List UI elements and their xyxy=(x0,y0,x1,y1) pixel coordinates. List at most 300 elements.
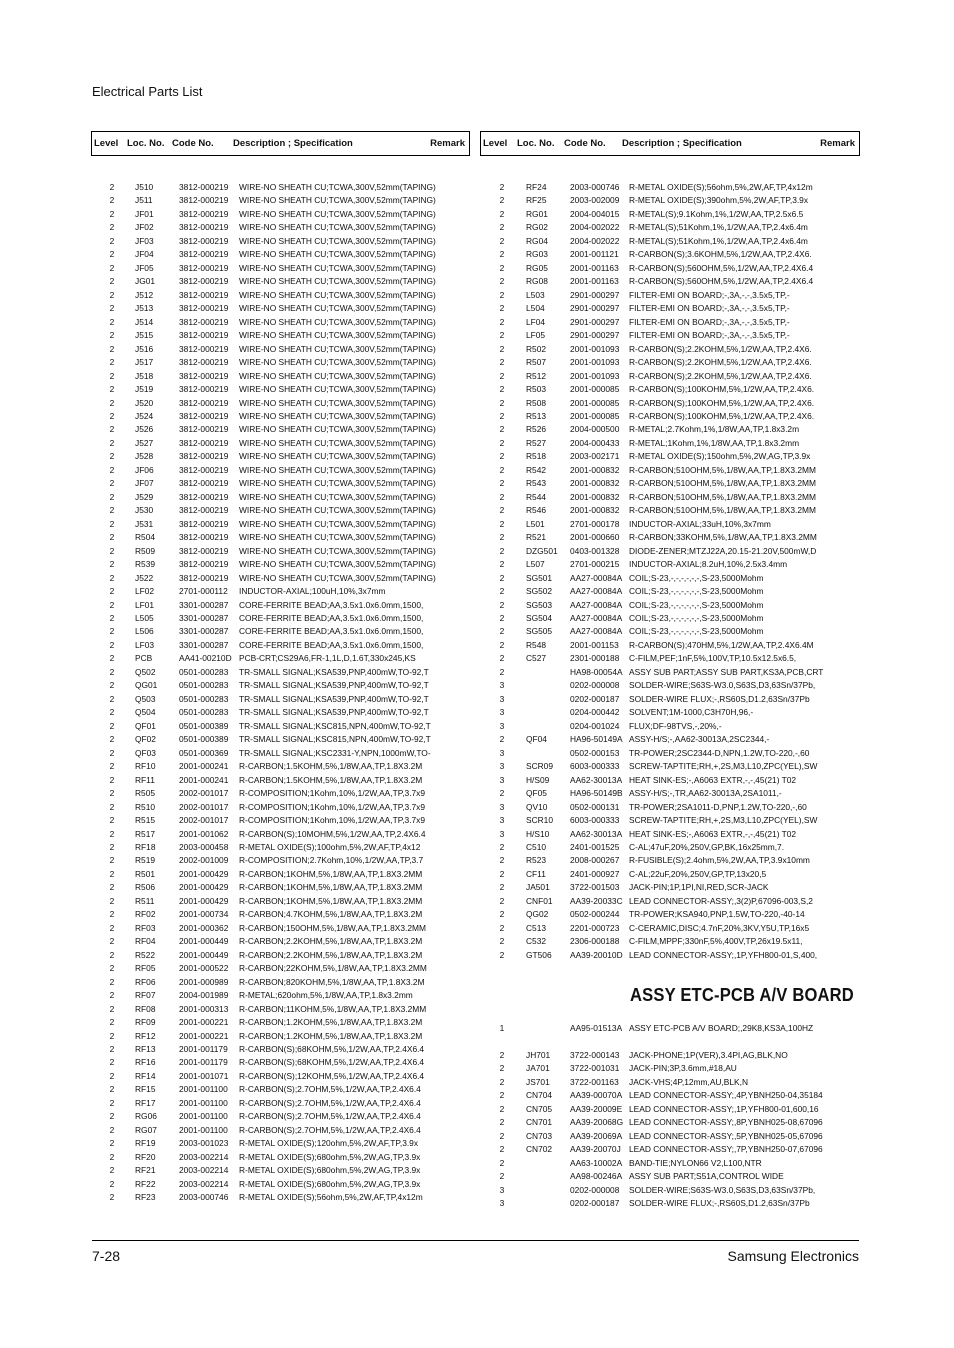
table-row xyxy=(91,881,470,894)
row-level: 2 xyxy=(499,734,505,745)
row-code-no: 3812-000219 xyxy=(179,437,229,448)
table-row xyxy=(91,935,470,948)
row-code-no: 2001-000832 xyxy=(570,491,620,502)
row-description: R-CARBON(S);2.7OHM,5%,1/2W,AA,TP,2.4X6.4 xyxy=(239,1097,421,1108)
row-loc-no: QG02 xyxy=(526,909,549,920)
row-loc-no: RG06 xyxy=(135,1111,157,1122)
table-row xyxy=(91,814,470,827)
row-level: 2 xyxy=(499,1144,505,1155)
row-loc-no: CN702 xyxy=(526,1144,553,1155)
row-code-no: 2901-000297 xyxy=(570,303,620,314)
row-code-no: 3812-000219 xyxy=(179,424,229,435)
row-code-no: 2001-001062 xyxy=(179,828,229,839)
row-loc-no: RF24 xyxy=(526,182,547,192)
page-number: 7-28 xyxy=(92,1248,121,1264)
row-level: 3 xyxy=(499,761,505,772)
row-loc-no: RF05 xyxy=(135,963,156,974)
table-row xyxy=(91,1151,470,1164)
table-row xyxy=(480,356,860,369)
row-loc-no: J518 xyxy=(135,370,154,381)
row-level: 2 xyxy=(499,1076,505,1087)
row-description: C-FILM,PEF;1nF,5%,100V,TP,10.5x12.5x6.5, xyxy=(629,653,797,664)
row-loc-no: CN703 xyxy=(526,1130,553,1141)
row-level: 2 xyxy=(109,437,115,448)
row-description: INDUCTOR-AXIAL;33uH,10%,3x7mm xyxy=(629,518,771,529)
table-row xyxy=(91,1083,470,1096)
row-level: 2 xyxy=(109,868,115,879)
row-description: R-CARBON(S);560OHM,5%,1/2W,AA,TP,2.4X6.4 xyxy=(629,276,814,287)
row-code-no: AA39-20033C xyxy=(570,895,623,906)
row-code-no: 2201-000723 xyxy=(570,922,620,933)
header-loc: Loc. No. xyxy=(127,138,165,149)
row-description: LEAD CONNECTOR-ASSY;,4P,YBNH250-04,35184 xyxy=(629,1090,823,1101)
row-loc-no: L504 xyxy=(526,303,545,314)
row-loc-no: LF01 xyxy=(135,599,155,610)
row-code-no: 2003-002214 xyxy=(179,1151,229,1162)
table-row xyxy=(91,356,470,369)
row-level: 2 xyxy=(499,613,505,623)
row-loc-no: R504 xyxy=(135,532,156,543)
row-code-no: AA27-00084A xyxy=(570,572,623,583)
row-level: 2 xyxy=(109,990,115,1001)
row-description: FILTER-EMI ON BOARD;-,3A,-,-,3.5x5,TP,- xyxy=(629,303,790,314)
row-loc-no: RF18 xyxy=(135,841,156,852)
table-row xyxy=(480,1143,860,1156)
table-row xyxy=(480,1089,860,1102)
row-code-no: AA95-01513A xyxy=(570,1023,623,1033)
table-row xyxy=(91,895,470,908)
row-description: COIL;S-23,-,-,-,-,-,-,S-23,5000Mohm xyxy=(629,626,764,637)
table-row xyxy=(480,814,860,827)
row-description: FILTER-EMI ON BOARD;-,3A,-,-,3.5x5,TP,- xyxy=(629,289,790,300)
row-description: R-CARBON(S);2.7OHM,5%,1/2W,AA,TP,2.4X6.4 xyxy=(239,1084,421,1095)
row-level: 2 xyxy=(109,855,115,866)
row-level: 1 xyxy=(499,1023,505,1033)
row-description: SOLDER-WIRE FLUX;-,RS60S,D1.2,63Sn/37Pb xyxy=(629,1198,810,1209)
row-description: R-CARBON;2.2KOHM,5%,1/8W,AA,TP,1.8X3.2M xyxy=(239,936,423,947)
table-row xyxy=(91,949,470,962)
row-level: 2 xyxy=(109,734,115,745)
row-description: R-CARBON(S);100KOHM,5%,1/2W,AA,TP,2.4X6. xyxy=(629,384,815,395)
row-code-no: 6003-000333 xyxy=(570,761,620,772)
row-code-no: 2401-000927 xyxy=(570,868,620,879)
row-loc-no: R518 xyxy=(526,451,547,462)
row-level: 2 xyxy=(499,895,505,906)
row-code-no: 2001-001179 xyxy=(179,1057,228,1068)
row-level: 2 xyxy=(499,586,505,597)
row-level: 2 xyxy=(499,303,505,314)
row-level: 2 xyxy=(109,545,115,556)
row-code-no: 0501-000389 xyxy=(179,720,229,731)
table-row xyxy=(480,531,860,544)
row-level: 2 xyxy=(109,1151,115,1162)
row-code-no: 3812-000219 xyxy=(179,505,229,516)
row-description: WIRE-NO SHEATH CU;TCWA,300V,52mm(TAPING) xyxy=(239,276,436,287)
row-description: LEAD CONNECTOR-ASSY;,1P,YFH800-01,S,400, xyxy=(629,949,818,960)
row-description: R-COMPOSITION;1Kohm,10%,1/2W,AA,TP,3.7x9 xyxy=(239,815,426,826)
row-description: R-FUSIBLE(S);2.4ohm,5%,2W,AA,TP,3.9x10mm xyxy=(629,855,810,866)
table-row xyxy=(480,1157,860,1170)
row-level: 3 xyxy=(499,828,505,839)
table-row xyxy=(480,558,860,571)
table-row xyxy=(480,450,860,463)
row-description: SOLDER-WIRE;S63S-W3.0,S63S,D3,63Sn/37Pb, xyxy=(629,1184,816,1195)
row-level: 2 xyxy=(109,249,115,260)
row-code-no: 2001-000832 xyxy=(570,464,620,475)
row-loc-no: RF22 xyxy=(135,1178,156,1189)
row-loc-no: L501 xyxy=(526,518,545,529)
row-level: 3 xyxy=(499,815,505,826)
row-code-no: 2001-000522 xyxy=(179,963,229,974)
table-row xyxy=(91,450,470,463)
row-code-no: 2001-001100 xyxy=(179,1097,228,1108)
row-code-no: 3812-000219 xyxy=(179,208,229,219)
row-description: R-CARBON;4.7KOHM,5%,1/8W,AA,TP,1.8X3.2M xyxy=(239,909,423,920)
row-loc-no: R508 xyxy=(526,397,547,408)
row-code-no: 3301-000287 xyxy=(179,599,229,610)
table-row xyxy=(480,733,860,746)
table-row xyxy=(480,181,860,194)
row-loc-no: SG502 xyxy=(526,586,553,597)
row-code-no: 2003-002214 xyxy=(179,1165,229,1176)
row-description: C-AL;22uF,20%,250V,GP,TP,13x20,5 xyxy=(629,868,767,879)
row-description: R-METAL OXIDE(S);680ohm,5%,2W,AG,TP,3.9x xyxy=(239,1165,421,1176)
table-row xyxy=(480,841,860,854)
row-description: WIRE-NO SHEATH CU;TCWA,300V,52mm(TAPING) xyxy=(239,235,436,246)
row-description: R-CARBON(S);560OHM,5%,1/2W,AA,TP,2.4X6.4 xyxy=(629,262,814,273)
table-row xyxy=(480,801,860,814)
row-loc-no: GT506 xyxy=(526,949,552,960)
row-level: 2 xyxy=(499,1103,505,1114)
row-code-no: 2001-001163 xyxy=(570,262,619,273)
row-loc-no: J526 xyxy=(135,424,154,435)
table-row xyxy=(480,572,860,585)
row-loc-no: CF11 xyxy=(526,868,546,879)
table-row xyxy=(480,747,860,760)
row-loc-no: QF03 xyxy=(135,747,156,758)
row-level: 2 xyxy=(109,505,115,516)
row-description: R-CARBON;510OHM,5%,1/8W,AA,TP,1.8X3.2MM xyxy=(629,505,816,516)
row-description: JACK-PIN;3P,3.6mm,#18,AU xyxy=(629,1063,737,1074)
table-row xyxy=(480,949,860,962)
table-row xyxy=(480,599,860,612)
table-row xyxy=(480,935,860,948)
table-row xyxy=(91,1043,470,1056)
row-description: C-FILM,MPPF;330nF,5%,400V,TP,26x19.5x11, xyxy=(629,936,803,947)
row-code-no: 3812-000219 xyxy=(179,410,229,421)
row-level: 2 xyxy=(499,235,505,246)
table-row xyxy=(480,1184,860,1197)
row-loc-no: RF25 xyxy=(526,195,547,206)
row-code-no: 3301-000287 xyxy=(179,613,229,623)
row-level: 2 xyxy=(499,788,505,799)
row-description: SOLDER-WIRE FLUX;-,RS60S,D1.2,63Sn/37Pb xyxy=(629,693,810,704)
row-level: 2 xyxy=(109,330,115,341)
row-code-no: 3812-000219 xyxy=(179,330,229,341)
row-loc-no: JA501 xyxy=(526,882,550,893)
row-level: 2 xyxy=(499,1130,505,1141)
row-level: 2 xyxy=(499,1171,505,1182)
row-loc-no: R506 xyxy=(135,882,156,893)
table-row xyxy=(91,908,470,921)
row-code-no: 3722-001031 xyxy=(570,1063,620,1074)
row-loc-no: SG505 xyxy=(526,626,553,637)
row-description: COIL;S-23,-,-,-,-,-,-,S-23,5000Mohm xyxy=(629,586,764,597)
row-level: 2 xyxy=(109,410,115,421)
row-code-no: 3812-000219 xyxy=(179,491,229,502)
table-row xyxy=(480,545,860,558)
table-row xyxy=(91,343,470,356)
row-code-no: 2003-002009 xyxy=(570,195,620,206)
row-code-no: 0501-000283 xyxy=(179,707,229,718)
row-level: 2 xyxy=(109,235,115,246)
row-level: 2 xyxy=(109,1124,115,1135)
table-row xyxy=(91,787,470,800)
table-row xyxy=(91,558,470,571)
row-code-no: 3812-000219 xyxy=(179,262,229,273)
table-row xyxy=(480,854,860,867)
row-loc-no: C513 xyxy=(526,922,547,933)
table-row xyxy=(480,221,860,234)
row-description: R-COMPOSITION;1Kohm,10%,1/2W,AA,TP,3.7x9 xyxy=(239,788,426,799)
row-level: 2 xyxy=(499,1090,505,1101)
left-column-header xyxy=(91,131,470,156)
table-row xyxy=(91,383,470,396)
table-row xyxy=(91,666,470,679)
row-description: R-CARBON(S);68KOHM,5%,1/2W,AA,TP,2.4X6.4 xyxy=(239,1044,425,1054)
row-loc-no: J520 xyxy=(135,397,154,408)
table-row xyxy=(91,477,470,490)
row-level: 2 xyxy=(499,1050,505,1060)
row-level: 3 xyxy=(499,1198,505,1209)
row-description: R-CARBON;22KOHM,5%,1/8W,AA,TP,1.8X3.2MM xyxy=(239,963,427,974)
row-code-no: 3812-000219 xyxy=(179,451,229,462)
table-row xyxy=(91,720,470,733)
row-code-no: 0502-000244 xyxy=(570,909,620,920)
row-loc-no: R519 xyxy=(135,855,156,866)
table-row xyxy=(480,208,860,221)
row-code-no: HA96-50149B xyxy=(570,788,623,799)
row-loc-no: J515 xyxy=(135,330,154,341)
row-code-no: 3812-000219 xyxy=(179,316,229,327)
row-code-no: AA27-00084A xyxy=(570,613,623,623)
row-loc-no: SG504 xyxy=(526,613,553,623)
table-row xyxy=(480,275,860,288)
row-level: 2 xyxy=(499,208,505,219)
table-row xyxy=(91,1124,470,1137)
row-loc-no: CN704 xyxy=(526,1090,553,1101)
row-level: 2 xyxy=(499,424,505,435)
table-row xyxy=(91,1191,470,1204)
row-code-no: 2301-000188 xyxy=(570,653,620,664)
row-loc-no: C510 xyxy=(526,841,547,852)
header-code: Code No. xyxy=(564,138,606,149)
row-level: 2 xyxy=(109,788,115,799)
row-description: LEAD CONNECTOR-ASSY;,8P,YBNH025-08,67096 xyxy=(629,1117,823,1128)
row-description: R-METAL OXIDE(S);100ohm,5%,2W,AF,TP,4x12 xyxy=(239,841,421,852)
row-level: 2 xyxy=(499,922,505,933)
row-description: R-CARBON;1.5KOHM,5%,1/8W,AA,TP,1.8X3.2M xyxy=(239,761,423,772)
row-level: 2 xyxy=(109,518,115,529)
row-description: SCREW-TAPTITE;RH,+,2S,M3,L10,ZPC(YEL),SW xyxy=(629,761,818,772)
row-level: 2 xyxy=(499,599,505,610)
row-level: 2 xyxy=(109,841,115,852)
table-row xyxy=(480,410,860,423)
row-level: 2 xyxy=(109,559,115,570)
row-loc-no: JH701 xyxy=(526,1050,551,1060)
row-code-no: 3812-000219 xyxy=(179,276,229,287)
table-row xyxy=(480,706,860,719)
left-parts-list xyxy=(91,181,470,1205)
row-level: 2 xyxy=(109,451,115,462)
row-loc-no: R546 xyxy=(526,505,547,516)
row-level: 2 xyxy=(499,855,505,866)
row-description: COIL;S-23,-,-,-,-,-,-,S-23,5000Mohm xyxy=(629,572,764,583)
table-row xyxy=(480,235,860,248)
row-level: 2 xyxy=(109,1111,115,1122)
row-description: WIRE-NO SHEATH CU;TCWA,300V,52mm(TAPING) xyxy=(239,370,436,381)
table-row xyxy=(91,275,470,288)
header-remark: Remark xyxy=(820,138,855,149)
row-loc-no: RF09 xyxy=(135,1017,156,1028)
row-level: 2 xyxy=(499,868,505,879)
row-description: R-METAL(S);51Kohm,1%,1/2W,AA,TP,2.4x6.4m xyxy=(629,235,808,246)
row-level: 2 xyxy=(109,1044,115,1054)
row-code-no: 2701-000178 xyxy=(570,518,620,529)
row-level: 2 xyxy=(109,599,115,610)
row-loc-no: RF06 xyxy=(135,976,156,987)
row-code-no: 3812-000219 xyxy=(179,532,229,543)
row-loc-no: R511 xyxy=(135,895,155,906)
row-loc-no: JG01 xyxy=(135,276,156,287)
row-loc-no: RF16 xyxy=(135,1057,156,1068)
table-row xyxy=(91,841,470,854)
row-loc-no: J513 xyxy=(135,303,154,314)
table-row xyxy=(91,679,470,692)
row-loc-no: L506 xyxy=(135,626,154,637)
row-code-no: 0502-000153 xyxy=(570,747,620,758)
row-code-no: 0501-000283 xyxy=(179,680,229,691)
row-level: 2 xyxy=(109,949,115,960)
row-loc-no: R522 xyxy=(135,949,156,960)
row-level: 2 xyxy=(109,182,115,192)
row-description: JACK-PIN;1P,1PI,NI,RED,SCR-JACK xyxy=(629,882,769,893)
row-description: WIRE-NO SHEATH CU;TCWA,300V,52mm(TAPING) xyxy=(239,303,436,314)
row-description: INDUCTOR-AXIAL;100uH,10%,3x7mm xyxy=(239,586,386,597)
row-loc-no: RF14 xyxy=(135,1070,156,1081)
row-level: 2 xyxy=(499,572,505,583)
page-header: Electrical Parts List xyxy=(92,84,203,99)
row-description: TR-SMALL SIGNAL;KSC815,NPN,400mW,TO-92,T xyxy=(239,734,431,745)
row-loc-no: RF15 xyxy=(135,1084,156,1095)
row-loc-no: CN705 xyxy=(526,1103,553,1114)
row-code-no: 2901-000297 xyxy=(570,316,620,327)
row-loc-no: R507 xyxy=(526,357,547,368)
row-loc-no: RF03 xyxy=(135,922,156,933)
row-level: 2 xyxy=(499,1157,505,1168)
row-code-no: AA39-00070A xyxy=(570,1090,623,1101)
row-description: R-METAL OXIDE(S);680ohm,5%,2W,AG,TP,3.9x xyxy=(239,1151,421,1162)
row-description: WIRE-NO SHEATH CU;TCWA,300V,52mm(TAPING) xyxy=(239,491,436,502)
row-level: 2 xyxy=(499,478,505,489)
row-loc-no: QG01 xyxy=(135,680,158,691)
row-description: WIRE-NO SHEATH CU;TCWA,300V,52mm(TAPING) xyxy=(239,208,436,219)
row-level: 2 xyxy=(499,545,505,556)
row-code-no: 2003-002171 xyxy=(570,451,620,462)
row-description: WIRE-NO SHEATH CU;TCWA,300V,52mm(TAPING) xyxy=(239,262,436,273)
row-level: 2 xyxy=(499,222,505,233)
row-level: 2 xyxy=(499,491,505,502)
row-level: 2 xyxy=(109,653,115,664)
section-top-row xyxy=(480,1022,860,1035)
row-loc-no: R521 xyxy=(526,532,547,543)
row-description: ASSY SUB PART;S51A,CONTROL WIDE xyxy=(629,1171,784,1182)
row-loc-no: RF20 xyxy=(135,1151,156,1162)
row-description: ASSY-H/S;-,AA62-30013A,2SC2344,- xyxy=(629,734,770,745)
row-code-no: 3812-000219 xyxy=(179,559,229,570)
row-level: 2 xyxy=(109,1165,115,1176)
row-level: 2 xyxy=(109,693,115,704)
table-row xyxy=(91,828,470,841)
table-row xyxy=(91,625,470,638)
row-level: 3 xyxy=(499,747,505,758)
row-code-no: 2701-000215 xyxy=(570,559,620,570)
row-code-no: 0202-000187 xyxy=(570,1198,620,1209)
row-description: WIRE-NO SHEATH CU;TCWA,300V,52mm(TAPING) xyxy=(239,451,436,462)
table-row xyxy=(91,639,470,652)
row-code-no: 2401-001525 xyxy=(570,841,620,852)
row-loc-no: R505 xyxy=(135,788,156,799)
row-code-no: 2004-001989 xyxy=(179,990,229,1001)
row-loc-no: R512 xyxy=(526,370,547,381)
header-loc: Loc. No. xyxy=(517,138,555,149)
row-level: 2 xyxy=(109,774,115,785)
row-code-no: 2701-000112 xyxy=(179,586,228,597)
row-code-no: 0501-000369 xyxy=(179,747,229,758)
row-description: R-CARBON(S);2.7OHM,5%,1/2W,AA,TP,2.4X6.4 xyxy=(239,1111,421,1122)
row-description: R-METAL;2.7Kohm,1%,1/8W,AA,TP,1.8x3.2m xyxy=(629,424,800,435)
row-code-no: 2001-000832 xyxy=(570,505,620,516)
row-code-no: 2003-001023 xyxy=(179,1138,229,1149)
row-code-no: 2001-000832 xyxy=(570,478,620,489)
row-loc-no: Q503 xyxy=(135,693,156,704)
row-code-no: 2001-000085 xyxy=(570,397,620,408)
row-description: R-CARBON;1KOHM,5%,1/8W,AA,TP,1.8X3.2MM xyxy=(239,895,423,906)
row-description: JACK-VHS;4P,12mm,AU,BLK,N xyxy=(629,1076,748,1087)
table-row xyxy=(91,1016,470,1029)
row-code-no: 2001-001153 xyxy=(570,639,619,650)
table-row xyxy=(91,1056,470,1069)
row-description: R-CARBON(S);10MOHM,5%,1/2W,AA,TP,2.4X6.4 xyxy=(239,828,426,839)
row-loc-no: R509 xyxy=(135,545,156,556)
row-code-no: 3812-000219 xyxy=(179,289,229,300)
row-level: 2 xyxy=(499,1063,505,1074)
table-row xyxy=(91,289,470,302)
row-level: 2 xyxy=(499,841,505,852)
row-level: 2 xyxy=(499,330,505,341)
table-row xyxy=(91,221,470,234)
row-description: R-METAL(S);51Kohm,1%,1/2W,AA,TP,2.4x6.4m xyxy=(629,222,808,233)
row-code-no: 3812-000219 xyxy=(179,397,229,408)
row-description: INDUCTOR-AXIAL;8.2uH,10%,2.5x3.4mm xyxy=(629,559,788,570)
row-description: R-CARBON;1.2KOHM,5%,1/8W,AA,TP,1.8X3.2M xyxy=(239,1017,423,1028)
table-row xyxy=(480,868,860,881)
row-description: R-METAL OXIDE(S);680ohm,5%,2W,AG,TP,3.9x xyxy=(239,1178,421,1189)
table-row xyxy=(91,733,470,746)
row-code-no: 6003-000333 xyxy=(570,815,620,826)
row-level: 2 xyxy=(109,357,115,368)
table-row xyxy=(480,612,860,625)
